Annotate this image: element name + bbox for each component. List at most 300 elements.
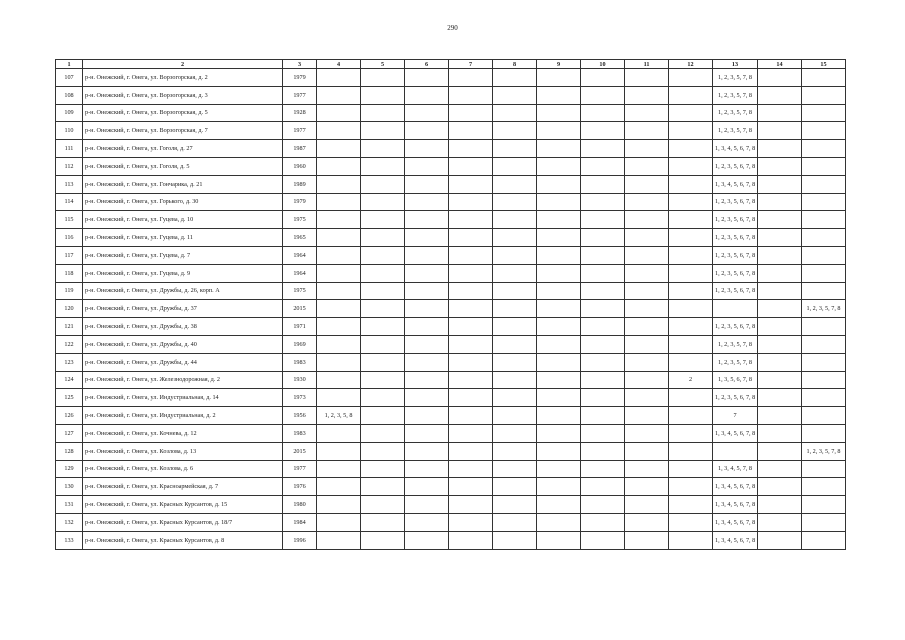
- col13-cell: 1, 3, 4, 5, 7, 8: [713, 460, 758, 478]
- col15-cell: [802, 460, 846, 478]
- col7-cell: [449, 424, 493, 442]
- col15-cell: [802, 157, 846, 175]
- header-cell-10: 10: [581, 60, 625, 69]
- col7-cell: [449, 353, 493, 371]
- col8-cell: [493, 318, 537, 336]
- address-cell: р-н. Онежский, г. Онега, ул. Гуцева, д. 9: [83, 264, 283, 282]
- col11-cell: [625, 157, 669, 175]
- col14-cell: [758, 264, 802, 282]
- col10-cell: [581, 122, 625, 140]
- col15-cell: [802, 513, 846, 531]
- col11-cell: [625, 460, 669, 478]
- col8-cell: [493, 229, 537, 247]
- col5-cell: [361, 193, 405, 211]
- col4-cell: [317, 496, 361, 514]
- header-cell-6: 6: [405, 60, 449, 69]
- col9-cell: [537, 211, 581, 229]
- col14-cell: [758, 229, 802, 247]
- col9-cell: [537, 407, 581, 425]
- address-cell: р-н. Онежский, г. Онега, ул. Красных Курсантов, д. 15: [83, 496, 283, 514]
- col15-cell: [802, 353, 846, 371]
- col14-cell: [758, 442, 802, 460]
- col8-cell: [493, 282, 537, 300]
- header-cell-13: 13: [713, 60, 758, 69]
- col6-cell: [405, 460, 449, 478]
- col7-cell: [449, 407, 493, 425]
- col5-cell: [361, 69, 405, 87]
- col13-cell: 1, 2, 3, 5, 7, 8: [713, 122, 758, 140]
- address-cell: р-н. Онежский, г. Онега, ул. Индустриальная, д. 2: [83, 407, 283, 425]
- col6-cell: [405, 122, 449, 140]
- col11-cell: [625, 122, 669, 140]
- col7-cell: [449, 69, 493, 87]
- table-row: [56, 157, 846, 175]
- col6-cell: [405, 211, 449, 229]
- header-cell-7: 7: [449, 60, 493, 69]
- col10-cell: [581, 86, 625, 104]
- col7-cell: [449, 442, 493, 460]
- col9-cell: [537, 335, 581, 353]
- col8-cell: [493, 478, 537, 496]
- col15-cell: [802, 69, 846, 87]
- col5-cell: [361, 300, 405, 318]
- col14-cell: [758, 140, 802, 158]
- address-cell: р-н. Онежский, г. Онега, ул. Гуцева, д. 10: [83, 211, 283, 229]
- col4-cell: [317, 193, 361, 211]
- row-number-cell: 110: [56, 122, 83, 140]
- col15-cell: [802, 104, 846, 122]
- col7-cell: [449, 264, 493, 282]
- col6-cell: [405, 318, 449, 336]
- col12-cell: [669, 104, 713, 122]
- col6-cell: [405, 69, 449, 87]
- col8-cell: [493, 140, 537, 158]
- col6-cell: [405, 442, 449, 460]
- col7-cell: [449, 389, 493, 407]
- header-cell-15: 15: [802, 60, 846, 69]
- col7-cell: [449, 211, 493, 229]
- col9-cell: [537, 175, 581, 193]
- col7-cell: [449, 460, 493, 478]
- address-cell: р-н. Онежский, г. Онега, ул. Кочнева, д. 12: [83, 424, 283, 442]
- col10-cell: [581, 246, 625, 264]
- col14-cell: [758, 318, 802, 336]
- col13-cell: 1, 2, 3, 5, 6, 7, 8: [713, 246, 758, 264]
- col4-cell: [317, 424, 361, 442]
- col13-cell: 1, 3, 4, 5, 6, 7, 8: [713, 424, 758, 442]
- col10-cell: [581, 371, 625, 389]
- year-cell: 1980: [283, 496, 317, 514]
- col6-cell: [405, 496, 449, 514]
- col13-cell: 1, 2, 3, 5, 6, 7, 8: [713, 193, 758, 211]
- col9-cell: [537, 371, 581, 389]
- header-cell-3: 3: [283, 60, 317, 69]
- col8-cell: [493, 424, 537, 442]
- col11-cell: [625, 318, 669, 336]
- col12-cell: [669, 353, 713, 371]
- col7-cell: [449, 478, 493, 496]
- col7-cell: [449, 175, 493, 193]
- col4-cell: [317, 211, 361, 229]
- col8-cell: [493, 442, 537, 460]
- row-number-cell: 125: [56, 389, 83, 407]
- col5-cell: [361, 513, 405, 531]
- address-cell: р-н. Онежский, г. Онега, ул. Гоголя, д. 27: [83, 140, 283, 158]
- col13-cell: 1, 2, 3, 5, 6, 7, 8: [713, 389, 758, 407]
- year-cell: 1984: [283, 513, 317, 531]
- col11-cell: [625, 264, 669, 282]
- table-row: [56, 104, 846, 122]
- row-number-cell: 117: [56, 246, 83, 264]
- col15-cell: [802, 424, 846, 442]
- col10-cell: [581, 282, 625, 300]
- year-cell: 1965: [283, 229, 317, 247]
- address-cell: р-н. Онежский, г. Онега, ул. Гуцева, д. 11: [83, 229, 283, 247]
- col15-cell: 1, 2, 3, 5, 7, 8: [802, 442, 846, 460]
- col12-cell: [669, 389, 713, 407]
- col15-cell: [802, 86, 846, 104]
- col12-cell: [669, 318, 713, 336]
- year-cell: 1977: [283, 86, 317, 104]
- col13-cell: 1, 3, 4, 5, 6, 7, 8: [713, 513, 758, 531]
- table-row: [56, 69, 846, 87]
- col13-cell: 1, 3, 4, 5, 6, 7, 8: [713, 496, 758, 514]
- col9-cell: [537, 531, 581, 549]
- col12-cell: [669, 122, 713, 140]
- col11-cell: [625, 496, 669, 514]
- table-row: [56, 175, 846, 193]
- col15-cell: [802, 318, 846, 336]
- col12-cell: [669, 69, 713, 87]
- col11-cell: [625, 69, 669, 87]
- col9-cell: [537, 442, 581, 460]
- col15-cell: [802, 335, 846, 353]
- col9-cell: [537, 353, 581, 371]
- col9-cell: [537, 282, 581, 300]
- year-cell: 1928: [283, 104, 317, 122]
- col6-cell: [405, 513, 449, 531]
- col5-cell: [361, 175, 405, 193]
- col8-cell: [493, 460, 537, 478]
- col9-cell: [537, 193, 581, 211]
- row-number-cell: 111: [56, 140, 83, 158]
- address-cell: р-н. Онежский, г. Онега, ул. Дружбы, д. 26, корп. А: [83, 282, 283, 300]
- col5-cell: [361, 335, 405, 353]
- header-cell-4: 4: [317, 60, 361, 69]
- col10-cell: [581, 513, 625, 531]
- col9-cell: [537, 496, 581, 514]
- col5-cell: [361, 353, 405, 371]
- address-cell: р-н. Онежский, г. Онега, ул. Ворзогорская, д. 7: [83, 122, 283, 140]
- col12-cell: [669, 86, 713, 104]
- col4-cell: [317, 282, 361, 300]
- col14-cell: [758, 513, 802, 531]
- col15-cell: [802, 496, 846, 514]
- col12-cell: [669, 513, 713, 531]
- address-cell: р-н. Онежский, г. Онега, ул. Дружбы, д. 40: [83, 335, 283, 353]
- col9-cell: [537, 460, 581, 478]
- address-cell: р-н. Онежский, г. Онега, ул. Козлова, д. 13: [83, 442, 283, 460]
- col9-cell: [537, 318, 581, 336]
- col11-cell: [625, 193, 669, 211]
- col11-cell: [625, 229, 669, 247]
- col7-cell: [449, 122, 493, 140]
- col5-cell: [361, 424, 405, 442]
- col11-cell: [625, 104, 669, 122]
- col11-cell: [625, 86, 669, 104]
- col13-cell: 1, 3, 5, 6, 7, 8: [713, 371, 758, 389]
- col7-cell: [449, 513, 493, 531]
- address-cell: р-н. Онежский, г. Онега, ул. Красных Курсантов, д. 18/7: [83, 513, 283, 531]
- col7-cell: [449, 300, 493, 318]
- col10-cell: [581, 407, 625, 425]
- col6-cell: [405, 193, 449, 211]
- address-cell: р-н. Онежский, г. Онега, ул. Гуцева, д. 7: [83, 246, 283, 264]
- col9-cell: [537, 86, 581, 104]
- col8-cell: [493, 300, 537, 318]
- col14-cell: [758, 211, 802, 229]
- col10-cell: [581, 229, 625, 247]
- col12-cell: [669, 531, 713, 549]
- col10-cell: [581, 353, 625, 371]
- col8-cell: [493, 193, 537, 211]
- col13-cell: 1, 2, 3, 5, 6, 7, 8: [713, 229, 758, 247]
- col8-cell: [493, 246, 537, 264]
- col12-cell: 2: [669, 371, 713, 389]
- col5-cell: [361, 211, 405, 229]
- col8-cell: [493, 122, 537, 140]
- col15-cell: [802, 211, 846, 229]
- row-number-cell: 112: [56, 157, 83, 175]
- row-number-cell: 124: [56, 371, 83, 389]
- col13-cell: 1, 2, 3, 5, 6, 7, 8: [713, 157, 758, 175]
- col9-cell: [537, 424, 581, 442]
- col7-cell: [449, 229, 493, 247]
- col13-cell: [713, 442, 758, 460]
- col6-cell: [405, 246, 449, 264]
- col11-cell: [625, 531, 669, 549]
- header-cell-8: 8: [493, 60, 537, 69]
- table-row: [56, 442, 846, 460]
- col10-cell: [581, 531, 625, 549]
- year-cell: 1989: [283, 175, 317, 193]
- col4-cell: [317, 229, 361, 247]
- year-cell: 2015: [283, 300, 317, 318]
- col11-cell: [625, 246, 669, 264]
- row-number-cell: 129: [56, 460, 83, 478]
- col4-cell: [317, 300, 361, 318]
- col10-cell: [581, 496, 625, 514]
- table-row: [56, 496, 846, 514]
- table-row: [56, 246, 846, 264]
- address-cell: р-н. Онежский, г. Онега, ул. Ворзогорская, д. 5: [83, 104, 283, 122]
- col5-cell: [361, 531, 405, 549]
- col10-cell: [581, 157, 625, 175]
- row-number-cell: 123: [56, 353, 83, 371]
- address-cell: р-н. Онежский, г. Онега, ул. Железнодорожная, д. 2: [83, 371, 283, 389]
- col8-cell: [493, 157, 537, 175]
- col8-cell: [493, 175, 537, 193]
- col13-cell: 1, 2, 3, 5, 7, 8: [713, 104, 758, 122]
- year-cell: 1976: [283, 478, 317, 496]
- col10-cell: [581, 264, 625, 282]
- col14-cell: [758, 335, 802, 353]
- col11-cell: [625, 424, 669, 442]
- col12-cell: [669, 264, 713, 282]
- col13-cell: 1, 2, 3, 5, 7, 8: [713, 353, 758, 371]
- col11-cell: [625, 211, 669, 229]
- col15-cell: [802, 175, 846, 193]
- col12-cell: [669, 175, 713, 193]
- table-row: [56, 424, 846, 442]
- col10-cell: [581, 193, 625, 211]
- col15-cell: [802, 531, 846, 549]
- table-row: [56, 86, 846, 104]
- col7-cell: [449, 371, 493, 389]
- row-number-cell: 132: [56, 513, 83, 531]
- col14-cell: [758, 122, 802, 140]
- col6-cell: [405, 86, 449, 104]
- col14-cell: [758, 424, 802, 442]
- col8-cell: [493, 211, 537, 229]
- col8-cell: [493, 335, 537, 353]
- col11-cell: [625, 335, 669, 353]
- table-row: [56, 211, 846, 229]
- row-number-cell: 133: [56, 531, 83, 549]
- header-cell-9: 9: [537, 60, 581, 69]
- header-cell-5: 5: [361, 60, 405, 69]
- col12-cell: [669, 193, 713, 211]
- col6-cell: [405, 104, 449, 122]
- col9-cell: [537, 69, 581, 87]
- col10-cell: [581, 318, 625, 336]
- year-cell: 2015: [283, 442, 317, 460]
- col4-cell: [317, 460, 361, 478]
- table-row: [56, 282, 846, 300]
- address-cell: р-н. Онежский, г. Онега, ул. Индустриальная, д. 14: [83, 389, 283, 407]
- col15-cell: [802, 140, 846, 158]
- year-cell: 1960: [283, 157, 317, 175]
- year-cell: 1979: [283, 193, 317, 211]
- col12-cell: [669, 335, 713, 353]
- col7-cell: [449, 140, 493, 158]
- year-cell: 1975: [283, 211, 317, 229]
- col12-cell: [669, 442, 713, 460]
- year-cell: 1964: [283, 246, 317, 264]
- col7-cell: [449, 157, 493, 175]
- col14-cell: [758, 371, 802, 389]
- header-cell-12: 12: [669, 60, 713, 69]
- col15-cell: [802, 407, 846, 425]
- col6-cell: [405, 335, 449, 353]
- col10-cell: [581, 389, 625, 407]
- col5-cell: [361, 371, 405, 389]
- row-number-cell: 113: [56, 175, 83, 193]
- col12-cell: [669, 478, 713, 496]
- year-cell: 1930: [283, 371, 317, 389]
- row-number-cell: 119: [56, 282, 83, 300]
- col9-cell: [537, 140, 581, 158]
- col8-cell: [493, 513, 537, 531]
- table-row: [56, 122, 846, 140]
- col6-cell: [405, 300, 449, 318]
- row-number-cell: 115: [56, 211, 83, 229]
- col4-cell: [317, 104, 361, 122]
- row-number-cell: 128: [56, 442, 83, 460]
- col7-cell: [449, 104, 493, 122]
- year-cell: 1964: [283, 264, 317, 282]
- col11-cell: [625, 407, 669, 425]
- address-cell: р-н. Онежский, г. Онега, ул. Дружбы, д. 38: [83, 318, 283, 336]
- col13-cell: 7: [713, 407, 758, 425]
- col6-cell: [405, 371, 449, 389]
- address-cell: р-н. Онежский, г. Онега, ул. Гоголя, д. 5: [83, 157, 283, 175]
- col4-cell: [317, 175, 361, 193]
- address-cell: р-н. Онежский, г. Онега, ул. Красных Курсантов, д. 8: [83, 531, 283, 549]
- col10-cell: [581, 478, 625, 496]
- table-row: [56, 300, 846, 318]
- address-cell: р-н. Онежский, г. Онега, ул. Красноармейская, д. 7: [83, 478, 283, 496]
- col8-cell: [493, 86, 537, 104]
- col12-cell: [669, 211, 713, 229]
- col14-cell: [758, 460, 802, 478]
- col9-cell: [537, 104, 581, 122]
- col11-cell: [625, 389, 669, 407]
- col5-cell: [361, 229, 405, 247]
- col4-cell: [317, 353, 361, 371]
- col7-cell: [449, 86, 493, 104]
- col15-cell: [802, 478, 846, 496]
- year-cell: 1971: [283, 318, 317, 336]
- col15-cell: [802, 246, 846, 264]
- col4-cell: [317, 246, 361, 264]
- col7-cell: [449, 282, 493, 300]
- col6-cell: [405, 531, 449, 549]
- header-row: [56, 60, 846, 69]
- table-row: [56, 531, 846, 549]
- col5-cell: [361, 318, 405, 336]
- col6-cell: [405, 424, 449, 442]
- col9-cell: [537, 264, 581, 282]
- col11-cell: [625, 282, 669, 300]
- col11-cell: [625, 300, 669, 318]
- col14-cell: [758, 496, 802, 514]
- header-cell-1: 1: [56, 60, 83, 69]
- registry-table: [55, 59, 846, 550]
- col11-cell: [625, 353, 669, 371]
- col10-cell: [581, 424, 625, 442]
- header-cell-2: 2: [83, 60, 283, 69]
- col8-cell: [493, 496, 537, 514]
- col8-cell: [493, 69, 537, 87]
- table-row: [56, 513, 846, 531]
- row-number-cell: 121: [56, 318, 83, 336]
- table-row: [56, 371, 846, 389]
- col6-cell: [405, 140, 449, 158]
- col4-cell: [317, 478, 361, 496]
- col4-cell: [317, 442, 361, 460]
- year-cell: 1979: [283, 69, 317, 87]
- table-row: [56, 318, 846, 336]
- col13-cell: 1, 3, 4, 5, 6, 7, 8: [713, 175, 758, 193]
- col13-cell: 1, 2, 3, 5, 6, 7, 8: [713, 282, 758, 300]
- col13-cell: 1, 3, 4, 5, 6, 7, 8: [713, 140, 758, 158]
- year-cell: 1996: [283, 531, 317, 549]
- col6-cell: [405, 157, 449, 175]
- address-cell: р-н. Онежский, г. Онега, ул. Козлова, д. 6: [83, 460, 283, 478]
- col14-cell: [758, 104, 802, 122]
- col4-cell: [317, 513, 361, 531]
